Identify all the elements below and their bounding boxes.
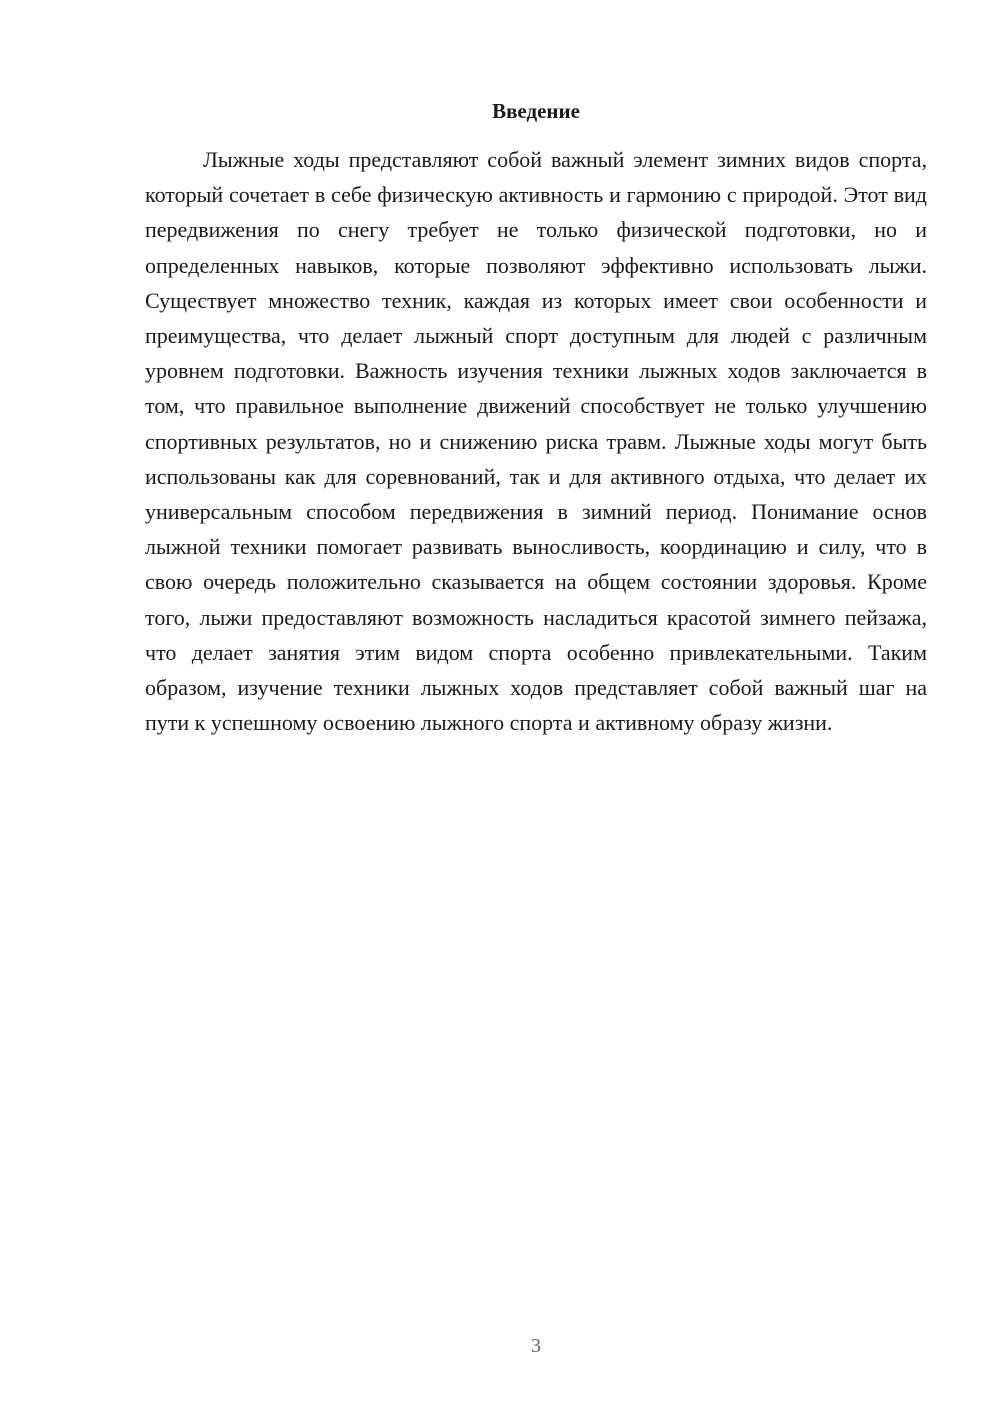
intro-paragraph: Лыжные ходы представляют собой важный элемент зимних видов спорта, который сочетает в себе физическую активность и гармонию с природой. Этот вид передвижения по снегу требует не только физической подготовки, но и определенных навыков, которые позволяют эффективно использовать лыжи. Существует множество техник, каждая из которых имеет свои особенности и преимущества, что делает лыжный спорт доступным для людей с различным уровнем подготовки. Важность изучения техники лыжных ходов заключается в том, что правильное выполнение движений способствует не только улучшению спортивных результатов, но и снижению риска травм. Лыжные ходы могут быть использованы как для соревнований, так и для активного отдыха, что делает их универсальным способом передвижения в зимний период. Понимание основ лыжной техники помогает развивать выносливость, координацию и силу, что в свою очередь положительно сказывается на общем состоянии здоровья. Кроме того, лыжи предоставляют возможность насладиться красотой зимнего пейзажа, что делает занятия этим видом спорта особенно привлекательными. Таким образом, изучение техники лыжных ходов представляет собой важный шаг на пути к успешному освоению лыжного спорта и активному образу жизни.: [145, 147, 927, 736]
page-number: 3: [531, 1335, 541, 1357]
section-heading: Введение: [492, 99, 580, 123]
